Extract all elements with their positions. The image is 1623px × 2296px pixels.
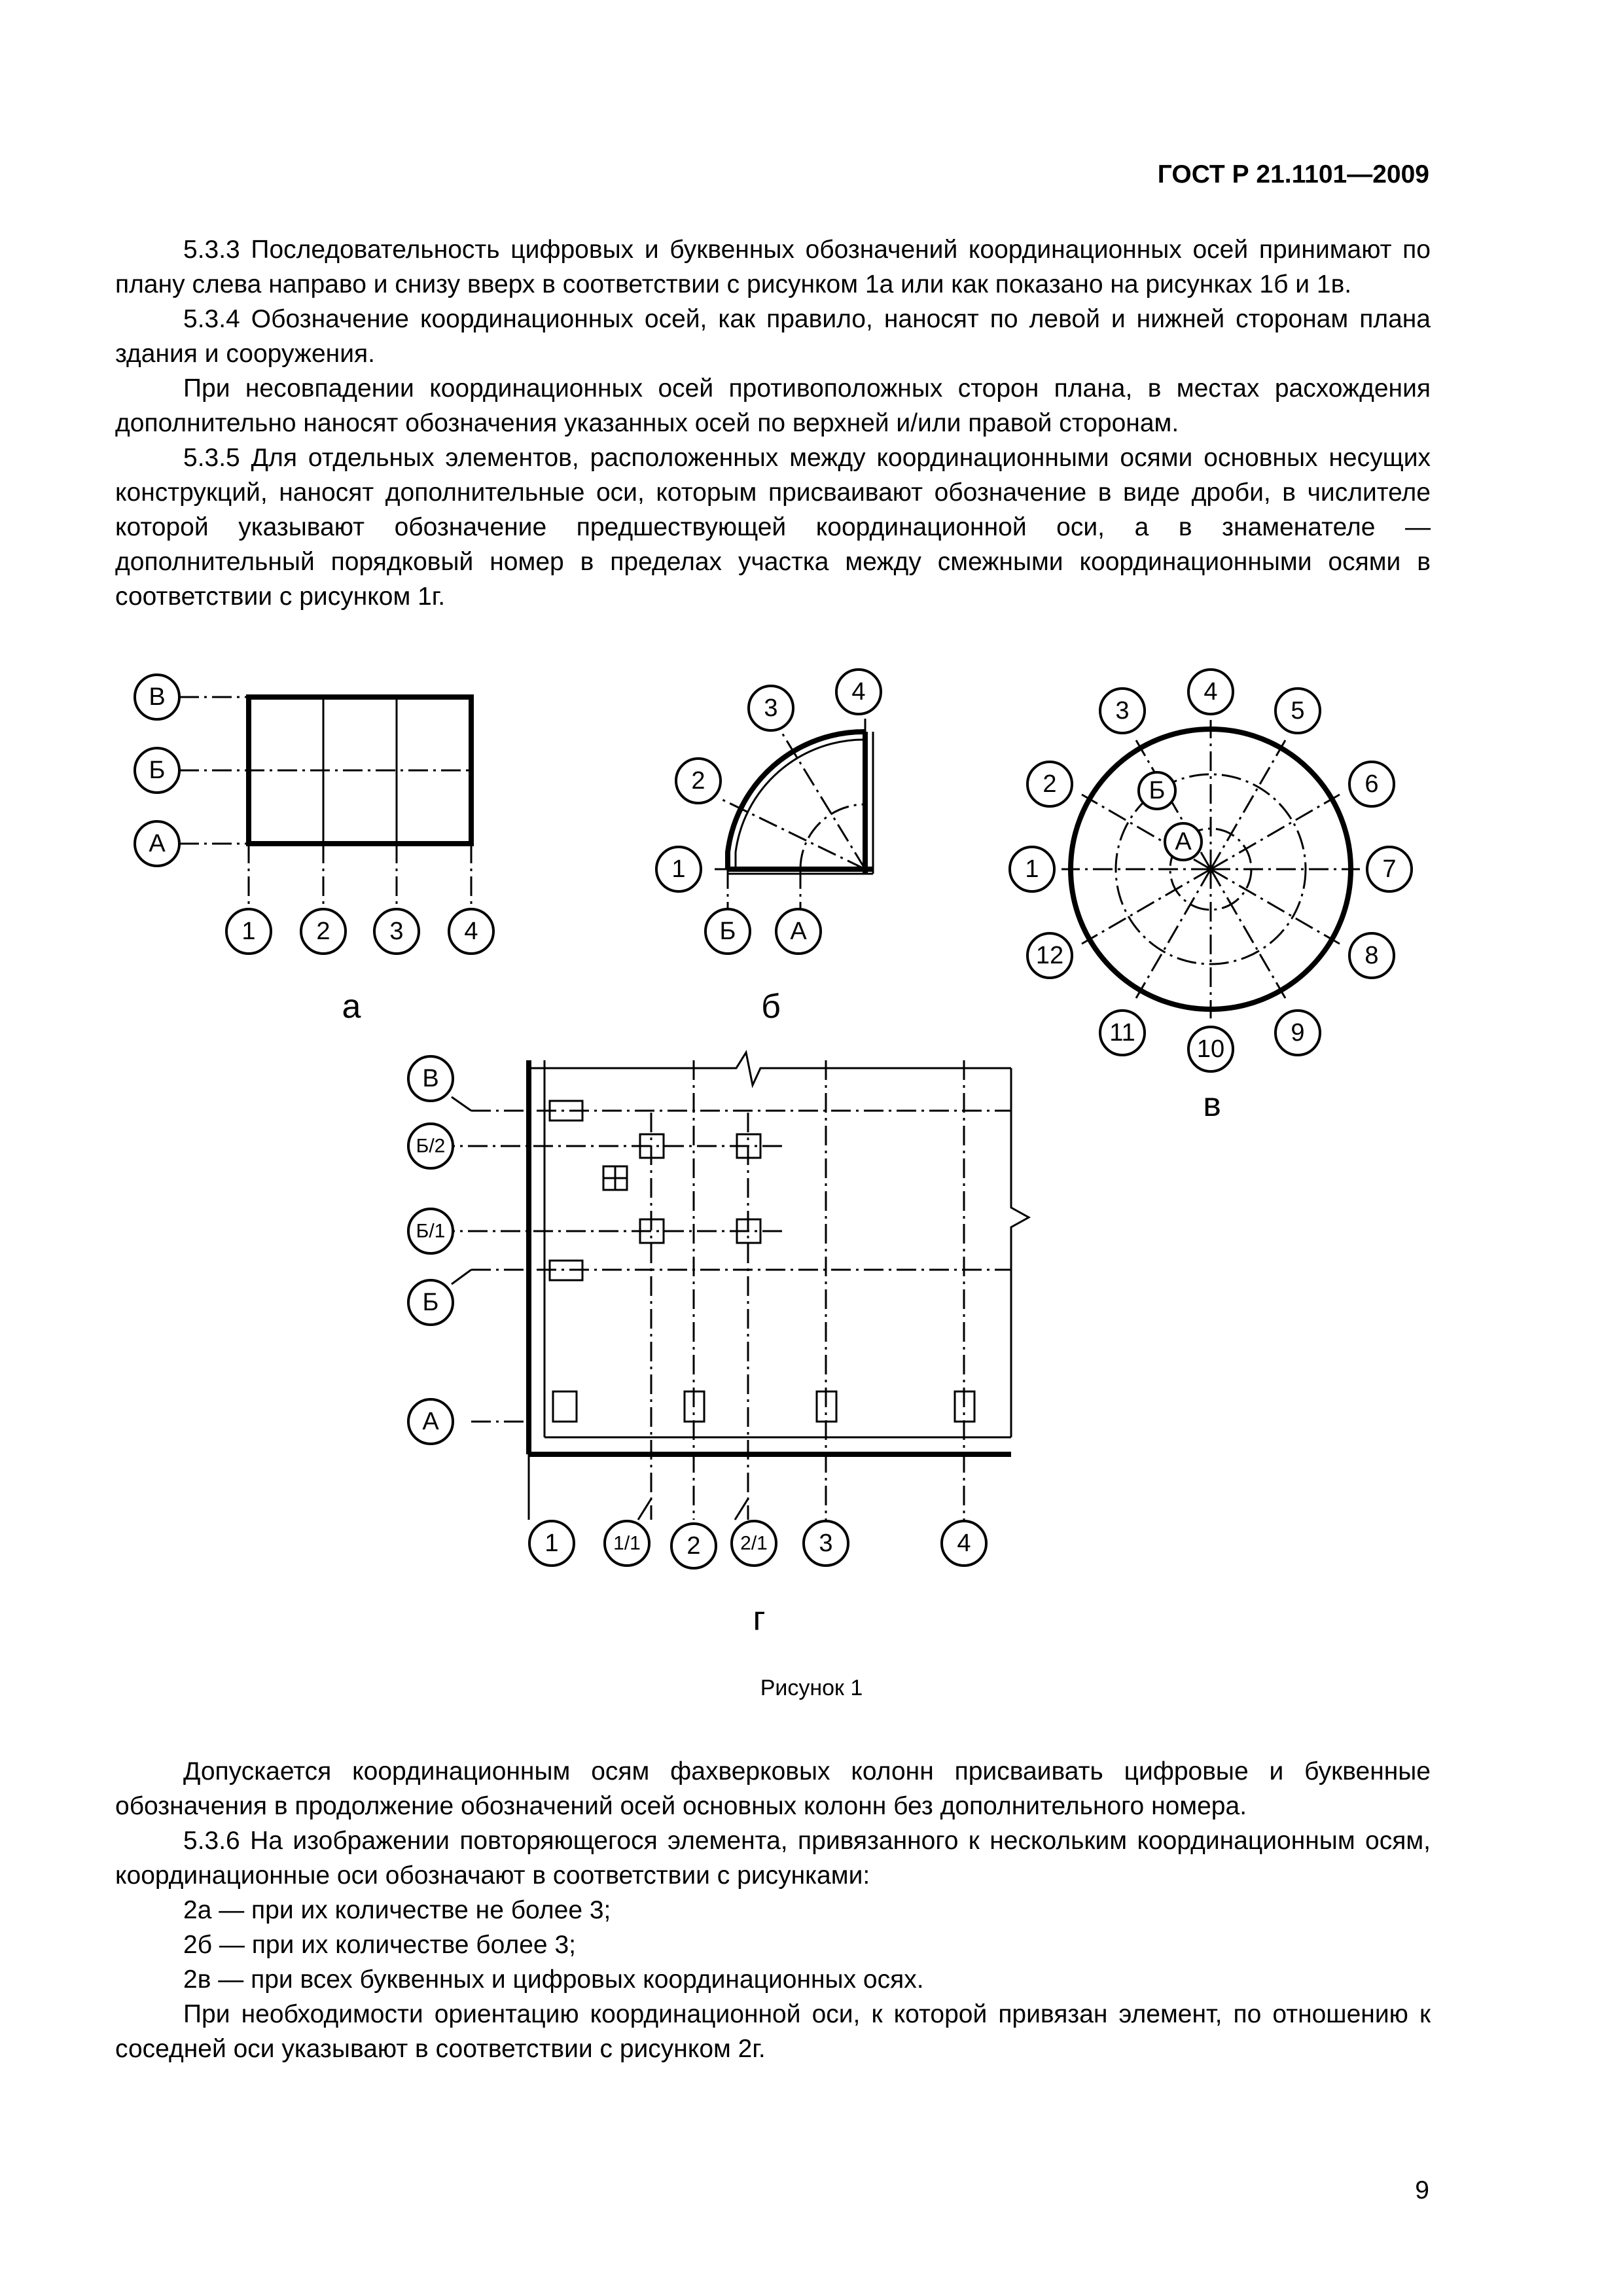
svg-text:2/1: 2/1 (740, 1532, 768, 1554)
svg-text:11: 11 (1109, 1019, 1135, 1047)
paragraph-fachwerk: Допускается координационным осям фахверковых колонн присваивать цифровые и буквенные обозначения в продолжение обозначений осей основных колонн без дополнительного номера. (115, 1757, 1431, 1820)
axis-marker-row-a (135, 821, 179, 866)
svg-text:1: 1 (544, 1530, 559, 1557)
svg-text:8: 8 (1364, 942, 1379, 969)
figure-v-round-plan (1010, 670, 1412, 1124)
figure-g-plan-fragment (408, 1052, 1029, 1638)
svg-text:1: 1 (671, 855, 686, 883)
axis-marker-g-row-a (408, 1399, 453, 1444)
axis-marker-v-7 (1367, 847, 1412, 891)
svg-text:В: В (422, 1065, 439, 1092)
axis-marker-v-8 (1349, 933, 1394, 978)
axis-marker-g-row-b (408, 1280, 453, 1325)
axis-marker-col-1 (226, 909, 271, 954)
figure-a-plan (135, 675, 493, 1026)
svg-text:9: 9 (1291, 1019, 1305, 1047)
axis-marker-v-10 (1188, 1027, 1233, 1071)
axis-marker-b-arc-b (705, 909, 750, 954)
text-block-bottom (115, 1754, 1431, 2066)
figure-b-sublabel: б (761, 988, 781, 1026)
axis-marker-v-11 (1100, 1011, 1145, 1055)
axis-marker-col-3 (374, 909, 419, 954)
axis-marker-g-row-b1 (408, 1209, 453, 1253)
svg-text:Б: Б (719, 918, 736, 945)
svg-text:Б: Б (149, 757, 166, 784)
svg-text:1/1: 1/1 (613, 1532, 641, 1554)
axis-marker-b-2 (676, 759, 721, 803)
axis-marker-v-ring-a (1165, 823, 1202, 860)
paragraph-5-3-6: 5.3.6 На изображении повторяющегося элемента, привязанного к нескольким координационным осям, координационные оси обозначают в соответствии с рисунками: (115, 1827, 1431, 1890)
axis-marker-v-9 (1275, 1011, 1320, 1055)
figure-reference-list (115, 1893, 1431, 1997)
svg-text:2: 2 (316, 918, 330, 945)
svg-text:А: А (1175, 828, 1192, 855)
axis-marker-g-col-1 (529, 1521, 574, 1566)
svg-text:А: А (422, 1408, 439, 1435)
svg-text:А: А (149, 830, 166, 857)
svg-text:А: А (790, 918, 807, 945)
figure-v-sublabel: в (1203, 1086, 1221, 1124)
figure-caption: Рисунок 1 (760, 1676, 863, 1700)
axis-marker-v-2 (1027, 762, 1072, 806)
svg-text:2: 2 (691, 767, 705, 795)
axis-marker-b-arc-a (776, 909, 821, 954)
axis-marker-g-col-4 (942, 1521, 986, 1566)
axis-marker-v-6 (1349, 762, 1394, 806)
svg-text:4: 4 (957, 1530, 971, 1557)
list-item: 2а — при их количестве не более 3; (183, 1896, 611, 1924)
list-item: 2б — при их количестве более 3; (183, 1931, 576, 1959)
axis-marker-b-3 (749, 686, 793, 730)
svg-text:Б: Б (422, 1289, 439, 1316)
axis-marker-row-b (135, 748, 179, 793)
svg-text:1: 1 (241, 918, 256, 945)
document-header: ГОСТ Р 21.1101—2009 (1157, 160, 1429, 188)
axis-marker-col-2 (301, 909, 346, 954)
svg-text:7: 7 (1382, 855, 1397, 883)
axis-marker-b-1 (656, 847, 701, 891)
axis-marker-g-col-2 (671, 1524, 716, 1568)
svg-text:4: 4 (851, 678, 866, 706)
paragraph-5-3-3: 5.3.3 Последовательность цифровых и буквенных обозначений координационных осей принимают по плану слева направо и снизу вверх в соответствии с рисунком 1а или как показано на рисунках 1б и 1в. (115, 236, 1431, 298)
axis-marker-col-4 (449, 909, 493, 954)
axis-marker-g-col-3 (804, 1521, 848, 1566)
svg-text:5: 5 (1291, 697, 1305, 725)
svg-text:1: 1 (1025, 855, 1039, 883)
svg-text:Б/1: Б/1 (416, 1220, 446, 1242)
axis-marker-v-5 (1275, 689, 1320, 733)
axis-marker-g-row-b2 (408, 1124, 453, 1168)
svg-text:4: 4 (464, 918, 478, 945)
figure-g-sublabel: г (753, 1600, 766, 1638)
svg-text:10: 10 (1196, 1035, 1225, 1063)
svg-text:12: 12 (1035, 942, 1064, 969)
paragraph-mismatch: При несовпадении координационных осей противоположных сторон плана, в местах расхождения дополнительно наносят обозначения указанных осей по верхней и/или правой сторонам. (115, 374, 1431, 437)
svg-text:Б: Б (1149, 777, 1166, 804)
axis-marker-g-row-v (408, 1056, 453, 1101)
axis-marker-b-4 (836, 670, 881, 714)
column (553, 1391, 577, 1422)
svg-text:3: 3 (1115, 697, 1130, 725)
svg-text:3: 3 (819, 1530, 833, 1557)
svg-text:Б/2: Б/2 (416, 1135, 446, 1157)
svg-text:2: 2 (1043, 770, 1057, 798)
axis-marker-v-ring-b (1139, 772, 1175, 809)
paragraph-5-3-5: 5.3.5 Для отдельных элементов, расположенных между координационными осями основных несущих конструкций, наносят дополнительные оси, которым присваивают обозначение в виде дроби, в числителе которой указывают обозначение предшествующей координационной оси, а в знаменателе — дополнительный порядковый номер в пределах участка между смежными координационными осями в соответствии с рисунком 1г. (115, 444, 1431, 611)
axis-marker-v-12 (1027, 933, 1072, 978)
page-number: 9 (1415, 2176, 1429, 2204)
svg-text:3: 3 (389, 918, 404, 945)
list-item: 2в — при всех буквенных и цифровых координационных осях. (183, 1965, 924, 1994)
axis-marker-g-col-1-1 (605, 1521, 649, 1566)
paragraph-5-3-4: 5.3.4 Обозначение координационных осей, как правило, наносят по левой и нижней сторонам плана здания и сооружения. (115, 305, 1431, 368)
svg-text:4: 4 (1204, 678, 1218, 706)
axis-marker-g-col-2-1 (732, 1521, 776, 1566)
axis-marker-v-3 (1100, 689, 1145, 733)
svg-text:2: 2 (687, 1532, 701, 1560)
paragraph-orientation: При необходимости ориентацию координационной оси, к которой привязан элемент, по отношению к соседней оси указывают в соответствии с рисунком 2г. (115, 2000, 1431, 2063)
svg-text:6: 6 (1364, 770, 1379, 798)
axis-marker-row-v (135, 675, 179, 719)
figure-b-quarter-plan (656, 670, 881, 1026)
svg-text:В: В (149, 683, 166, 711)
axis-marker-v-1 (1010, 847, 1054, 891)
axis-marker-v-4 (1188, 670, 1233, 714)
svg-text:3: 3 (764, 694, 778, 722)
figure-a-sublabel: а (342, 988, 361, 1026)
